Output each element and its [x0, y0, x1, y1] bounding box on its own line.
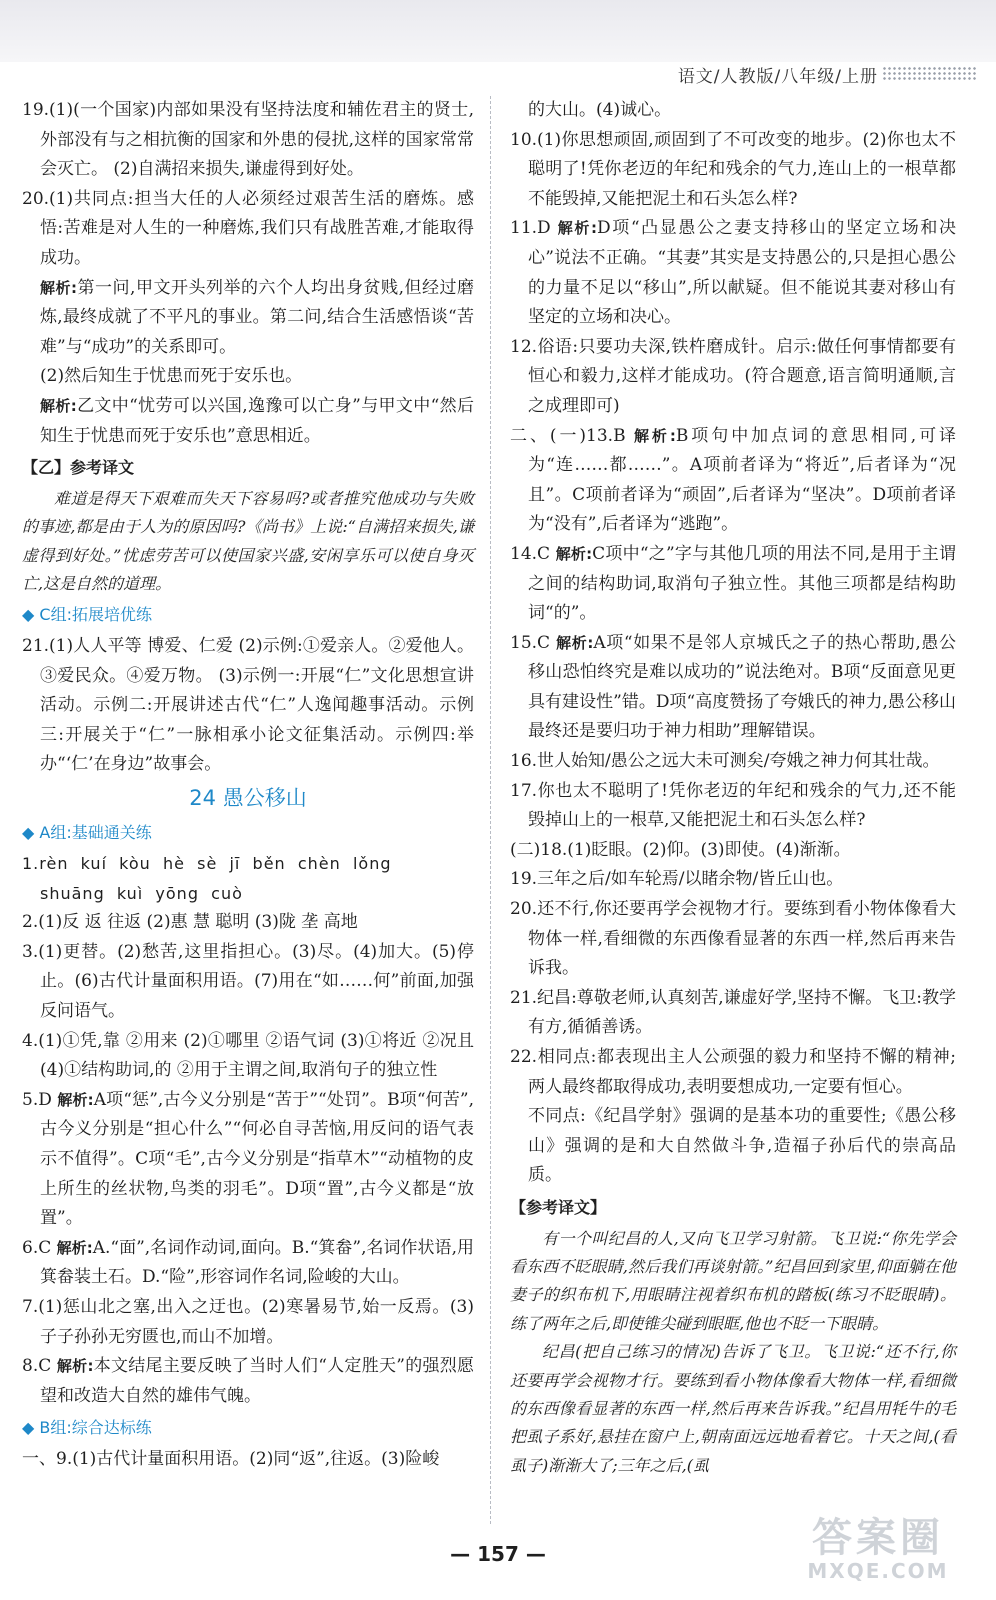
answer-14: [510, 540, 956, 629]
answer-22-similarity: 22.相同点:都表现出主人公顽强的毅力和坚持不懈的精神;两人最终都取得成功,表明要想成功,一定要有恒心。: [510, 1047, 956, 1097]
answer-8: [22, 1352, 474, 1411]
group-c-label: C组:拓展培优练: [39, 605, 152, 625]
diamond-icon: ◆: [22, 1418, 35, 1438]
analysis-label: 解析:: [56, 1238, 93, 1257]
answer-head: 11.D: [510, 218, 551, 239]
answer-1-line1: 1.rèn kuí kòu hè sè jī běn chèn lǒng: [22, 854, 392, 874]
column-divider: [490, 96, 491, 1524]
answer-head: 8.C: [22, 1356, 52, 1377]
left-column: [22, 96, 474, 1475]
group-a-label: A组:基础通关练: [39, 822, 152, 842]
translation-paragraph-1: 有一个叫纪昌的人,又向飞卫学习射箭。飞卫说:“你先学会看东西不眨眼睛,然后我们再谈射箭。”纪昌回到家里,仰面躺在他妻子的织布机下,用眼睛注视着织布机的踏板(练习不眨眼睛)。练了两年之后,即使锥尖碰到眼眶,他也不眨一下眼睛。: [510, 1228, 956, 1333]
group-b-heading: [22, 1413, 474, 1443]
answer-22-difference: 不同点:《纪昌学射》强调的是基本功的重要性;《愚公移山》强调的是和大自然做斗争,造福子孙后代的崇高品质。: [528, 1106, 956, 1186]
diamond-icon: ◆: [22, 822, 35, 842]
answer-20-part2: (2)然后知生于忧患而死于安乐也。: [40, 366, 303, 387]
analysis-text: 本文结尾主要反映了当时人们“人定胜天”的强烈愿望和改造大自然的雄伟气魄。: [40, 1356, 474, 1406]
page-number: — 157 —: [450, 1542, 546, 1566]
group-b-label: B组:综合达标练: [39, 1418, 152, 1438]
answer-19: 19.(1)(一个国家)内部如果没有坚持法度和辅佐君主的贤士,外部没有与之相抗衡的国家和外患的侵扰,这样的国家常常会灭亡。 (2)自满招来损失,谦虚得到好处。: [22, 100, 474, 180]
answer-head: 二、(一)13.B: [510, 425, 626, 446]
analysis-label: 解析:: [633, 426, 676, 445]
analysis-label: 解析:: [556, 633, 594, 652]
answer-11: [510, 214, 956, 332]
analysis-text: 乙文中“忧劳可以兴国,逸豫可以亡身”与甲文中“然后知生于忧患而死于安乐也”意思相近。: [40, 395, 475, 446]
analysis-20-part1: [22, 274, 474, 363]
header-title: 语文/人教版/八年级/上册: [677, 67, 878, 87]
analysis-20-part2: [22, 392, 474, 451]
watermark-small: MXQE.COM: [807, 1559, 949, 1583]
group-c-heading: [22, 600, 474, 630]
answer-head: 15.C: [510, 632, 551, 653]
analysis-label: 解析:: [56, 1357, 94, 1376]
answer-13: [510, 422, 956, 540]
header-dot-pattern: [882, 66, 978, 82]
answer-4: 4.(1)①凭,靠 ②用来 (2)①哪里 ②语气词 (3)①将近 ②况且 (4)①结构助词,的 ②用于主谓之间,取消句子的独立性: [22, 1030, 474, 1081]
analysis-text: 第一问,甲文开头列举的六个人均出身贫贱,但经过磨炼,最终成就了不平凡的事业。第二问,结合生活感悟谈“苦难”与“成功”的关系即可。: [40, 277, 474, 357]
answer-9-continued: 的大山。(4)诚心。: [528, 100, 672, 120]
analysis-text: D项“凸显愚公之妻支持移山的坚定立场和决心”说法不正确。“其妻”其实是支持愚公的,只是担心愚公的力量不足以“移山”,所以献疑。但不能说其妻对移山有坚定的立场和决心。: [528, 218, 957, 328]
right-column: [510, 96, 956, 1480]
analysis-label: 解析:: [555, 544, 593, 563]
analysis-text: C项中“之”字与其他几项的用法不同,是用于主谓之间的结构助词,取消句子独立性。其他三项都是结构助词“的”。: [528, 543, 957, 624]
answer-2: 2.(1)反 返 往返 (2)惠 慧 聪明 (3)陇 垄 高地: [22, 912, 358, 933]
answer-head: 14.C: [510, 543, 551, 564]
top-band: [0, 0, 996, 62]
answer-head: 6.C: [22, 1237, 52, 1258]
answer-3: 3.(1)更替。(2)愁苦,这里指担心。(3)尽。(4)加大。(5)停止。(6)古代计量面积用语。(7)用在“如……何”前面,加强反问语气。: [22, 941, 474, 1022]
analysis-label: 解析:: [557, 219, 597, 238]
answer-16: 16.世人始知/愚公之远大未可测矣/夸娥之神力何其壮哉。: [510, 751, 940, 772]
answer-10: 10.(1)你思想顽固,顽固到了不可改变的地步。(2)你也太不聪明了!凭你老迈的年纪和残余的气力,连山上的一根草都不能毁掉,又能把泥土和石头怎么样?: [510, 129, 956, 209]
translation-text: 难道是得天下艰难而失天下容易吗?或者推究他成功与失败的事迹,都是由于人为的原因吗?《尚书》上说:“自满招来损失,谦虚得到好处。”忧虑劳苦可以使国家兴盛,安闲享乐可以使自身灭亡,这是自然的道理。: [22, 488, 474, 593]
answer-21: 21.纪昌:尊敬老师,认真刻苦,谦虚好学,坚持不懈。飞卫:教学有方,循循善诱。: [510, 987, 956, 1038]
analysis-text: A项“惩”,古今义分别是“苦于”“处罚”。B项“何苦”,古今义分别是“担心什么”“何必自寻苦恼,用反问的语气表示不值得”。C项“毛”,古今义分别是“指草木”“动植物的皮上所生的丝状物,鸟类的羽毛”。D项“置”,古今义都是“放置”。: [40, 1089, 475, 1229]
analysis-text: A.“面”,名词作动词,面向。B.“箕畚”,名词作状语,用箕畚装土石。D.“险”,形容词作名词,险峻的大山。: [40, 1237, 474, 1288]
translation-heading: 【乙】参考译文: [22, 458, 135, 478]
analysis-label: 解析:: [40, 396, 77, 415]
answer-17: 17.你也太不聪明了!凭你老迈的年纪和残余的气力,还不能毁掉山上的一根草,又能把泥土和石头怎么样?: [510, 780, 956, 831]
answer-head: 5.D: [22, 1089, 52, 1110]
answer-12: 12.俗语:只要功夫深,铁杵磨成针。启示:做任何事情都要有恒心和毅力,这样才能成功。(符合题意,语言简明通顺,言之成理即可): [510, 336, 956, 416]
lesson-title: 24 愚公移山: [189, 785, 307, 810]
translation-heading: 【参考译文】: [510, 1197, 607, 1217]
group-a-heading: [22, 818, 474, 848]
answer-1-line2: shuāng kuì yōng cuò: [40, 883, 243, 903]
page-number-value: 157: [477, 1542, 519, 1566]
translation-paragraph-2: 纪昌(把自己练习的情况)告诉了飞卫。飞卫说:“还不行,你还要再学会视物才行。要练到看小物体像看大物体一样,看细微的东西像看显著的东西一样,然后再来告诉我。”纪昌用牦牛的毛把虱子系好,悬挂在窗户上,朝南面远远地看着它。十天之间,(看虱子)渐渐大了;三年之后,(虱: [510, 1342, 956, 1475]
watermark-big: 答案圈: [812, 1515, 944, 1561]
answer-6: [22, 1234, 474, 1293]
watermark-logo: [778, 1516, 978, 1588]
diamond-icon: ◆: [22, 605, 35, 625]
analysis-label: 解析:: [40, 278, 78, 297]
answer-21: 21.(1)人人平等 博爱、仁爱 (2)示例:①爱亲人。②爱他人。③爱民众。④爱万物。 (3)示例一:开展“仁”文化思想宣讲活动。示例二:开展讲述古代“仁”人逸闻趣事活动。示例三:开展关于“仁”一脉相承小论文征集活动。示例四:举办“‘仁’在身边”故事会。: [22, 635, 474, 775]
answer-20: 20.还不行,你还要再学会视物才行。要练到看小物体像看大物体一样,看细微的东西像看显著的东西一样,然后再来告诉我。: [510, 899, 956, 979]
answer-5: [22, 1086, 474, 1234]
answer-19: 19.三年之后/如车轮焉/以睹余物/皆丘山也。: [510, 869, 844, 890]
answer-9: 一、9.(1)古代计量面积用语。(2)同“返”,往返。(3)险峻: [22, 1448, 440, 1469]
answer-15: [510, 629, 956, 747]
analysis-text: B项句中加点词的意思相同,可译为“连……都……”。A项前者译为“将近”,后者译为“况且”。C项前者译为“顽固”,后者译为“坚决”。D项前者译为“没有”,后者译为“逃跑”。: [528, 425, 957, 535]
analysis-label: 解析:: [57, 1090, 94, 1109]
analysis-text: A项“如果不是邻人京城氏之子的热心帮助,愚公移山恐怕终究是难以成功的”说法绝对。B项“反面意见更具有建设性”错。D项“高度赞扬了夸娥氏的神力,愚公移山最终还是要归功于神力相助”理解错误。: [528, 632, 957, 742]
answer-7: 7.(1)惩山北之塞,出入之迂也。(2)寒暑易节,始一反焉。(3)子子孙孙无穷匮也,而山不加增。: [22, 1297, 474, 1347]
answer-20-part1: 20.(1)共同点:担当大任的人必须经过艰苦生活的磨炼。感悟:苦难是对人生的一种磨炼,我们只有战胜苦难,才能取得成功。: [22, 188, 474, 268]
answer-18: (二)18.(1)眨眼。(2)仰。(3)即使。(4)渐渐。: [510, 839, 851, 860]
